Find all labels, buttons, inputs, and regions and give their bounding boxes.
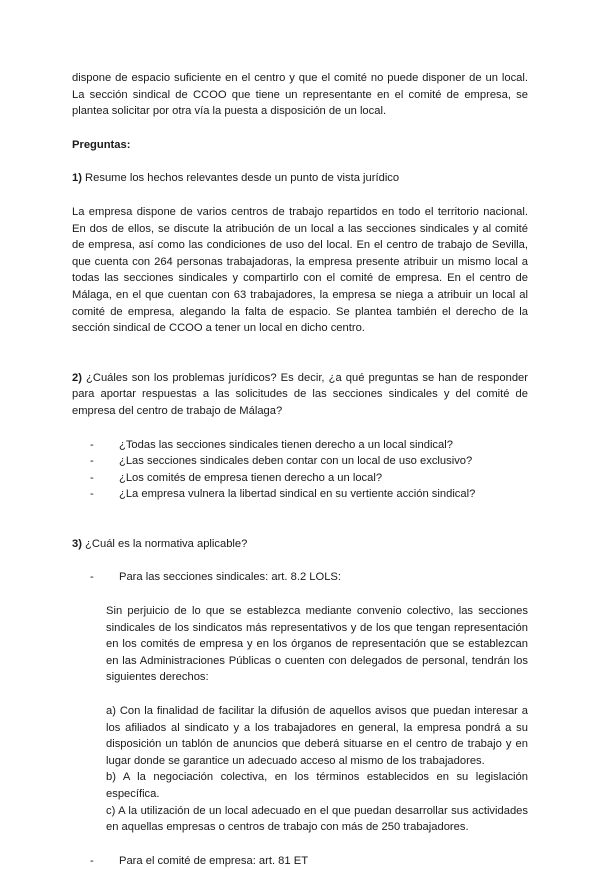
question-1-answer: La empresa dispone de varios centros de trabajo repartidos en todo el territorio nacional. En dos de ellos, se discute la atribución de un local a las secciones sindicales y al comité de empresa, así como las condiciones de uso del local. En el centro de trabajo de Sevilla, que cuenta con 264 personas trabajadoras, la empresa presente atribuir un mismo local a todas las secciones sindicales y compartirlo con el comité de empresa. En el centro de Málaga, en el que cuentan con 63 trabajadores, la empresa se niega a atribuir un local al comité de empresa, alegando la falta de espacio. Se plantea también el derecho de la sección sindical de CCOO a tener un local en dicho centro.: [72, 205, 528, 335]
quote-item-c: c) A la utilización de un local adecuado en el que puedan desarrollar sus actividades en aquellas empresas o centros de trabajo con más de 250 trabajadores.: [106, 804, 528, 834]
quote-intro: Sin perjuicio de lo que se establezca mediante convenio colectivo, las secciones sindicales de los sindicatos más representativos y de los que tengan representación en los comités de empresa y en los órganos de representación que se establezcan en las Administraciones Públicas o cuenten con delegados de personal, tendrán los siguientes derechos:: [106, 605, 528, 684]
question-2-list: [72, 437, 528, 503]
question-2-number: 2): [72, 371, 82, 384]
list-item: - ¿La empresa vulnera la libertad sindical en su vertiente acción sindical?: [72, 486, 528, 503]
intro-paragraph: dispone de espacio suficiente en el centro y que el comité no puede disponer de un local. La sección sindical de CCOO que tiene un representante en el comité de empresa, se plantea solicitar por otra vía la puesta a disposición de un local.: [72, 72, 528, 118]
list-item: - ¿Los comités de empresa tienen derecho a un local?: [72, 470, 528, 487]
list-item: - ¿Las secciones sindicales deben contar con un local de uso exclusivo?: [72, 453, 528, 470]
question-3: [72, 536, 528, 553]
lols-quote: [72, 603, 528, 836]
question-1-text: Resume los hechos relevantes desde un punto de vista jurídico: [81, 172, 400, 185]
preguntas-heading: Preguntas:: [72, 138, 131, 151]
reference-et: - Para el comité de empresa: art. 81 ET: [72, 853, 528, 869]
question-3-text: ¿Cuál es la normativa aplicable?: [81, 537, 248, 550]
document-page: [72, 70, 528, 869]
question-1: [72, 170, 528, 187]
quote-item-b: b) A la negociación colectiva, en los términos establecidos en su legislación específica.: [106, 771, 528, 800]
question-1-number: 1): [72, 172, 82, 185]
question-2: [72, 370, 528, 420]
question-2-text: ¿Cuáles son los problemas jurídicos? Es decir, ¿a qué preguntas se han de responder para aportar respuestas a las solicitudes de las secciones sindicales y del comité de empresa del centro de trabajo de Málaga?: [72, 371, 528, 417]
quote-item-a: a) Con la finalidad de facilitar la difusión de aquellos avisos que puedan interesar a los afiliados al sindicato y a los trabajadores en general, la empresa pondrá a su disposición un tablón de anuncios que deberá situarse en el centro de trabajo y en lugar donde se garantice un adecuado acceso al mismo de los trabajadores.: [106, 705, 528, 767]
list-item: - ¿Todas las secciones sindicales tienen derecho a un local sindical?: [72, 437, 528, 454]
question-3-number: 3): [72, 537, 82, 550]
reference-lols: - Para las secciones sindicales: art. 8.2 LOLS:: [72, 569, 528, 586]
